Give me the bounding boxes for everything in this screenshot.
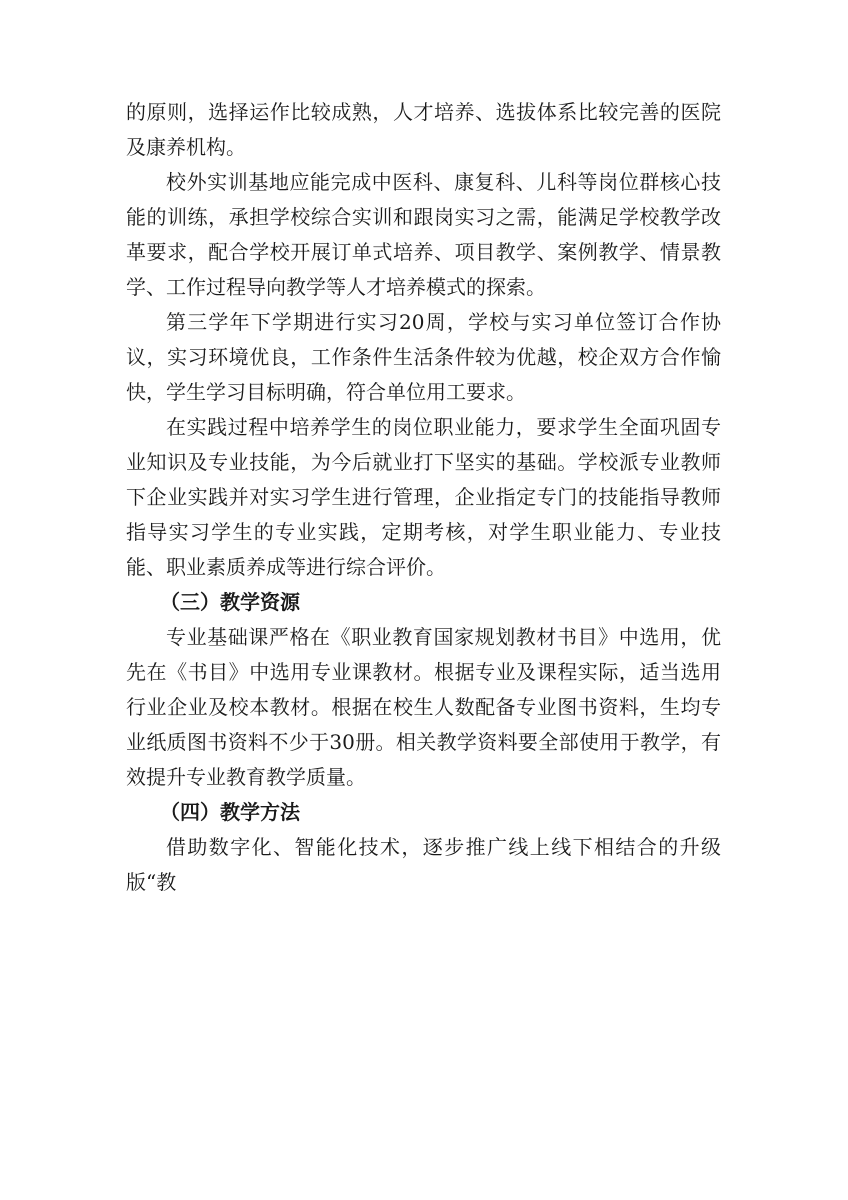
paragraph-internship-period: 第三学年下学期进行实习20周，学校与实习单位签订合作协议，实习环境优良，工作条件生活条件较为优越，校企双方合作愉快，学生学习目标明确，符合单位用工要求。 [126, 310, 721, 404]
section-heading-teaching-methods: （四）教学方法 [160, 800, 300, 824]
document-body [126, 95, 721, 900]
paragraph-practice-ability: 在实践过程中培养学生的岗位职业能力，要求学生全面巩固专业知识及专业技能，为今后就业打下坚实的基础。学校派专业教师下企业实践并对实习学生进行管理，企业指定专门的技能指导教师指导实习学生的专业实践，定期考核，对学生职业能力、专业技能、职业素质养成等进行综合评价。 [126, 415, 721, 579]
paragraph-principle-continuation: 的原则，选择运作比较成熟，人才培养、选拔体系比较完善的医院及康养机构。 [126, 100, 721, 159]
section-heading-teaching-resources: （三）教学资源 [160, 590, 300, 614]
paragraph-off-campus-training-base: 校外实训基地应能完成中医科、康复科、儿科等岗位群核心技能的训练，承担学校综合实训和跟岗实习之需，能满足学校教学改革要求，配合学校开展订单式培养、项目教学、案例教学、情景教学、工作过程导向教学等人才培养模式的探索。 [126, 170, 721, 299]
paragraph-teaching-resources: 专业基础课严格在《职业教育国家规划教材书目》中选用，优先在《书目》中选用专业课教材。根据专业及课程实际，适当选用行业企业及校本教材。根据在校生人数配备专业图书资料，生均专业纸质图书资料不少于30册。相关教学资料要全部使用于教学，有效提升专业教育教学质量。 [126, 625, 721, 789]
paragraph-teaching-methods: 借助数字化、智能化技术，逐步推广线上线下相结合的升级版“教 [126, 835, 721, 894]
